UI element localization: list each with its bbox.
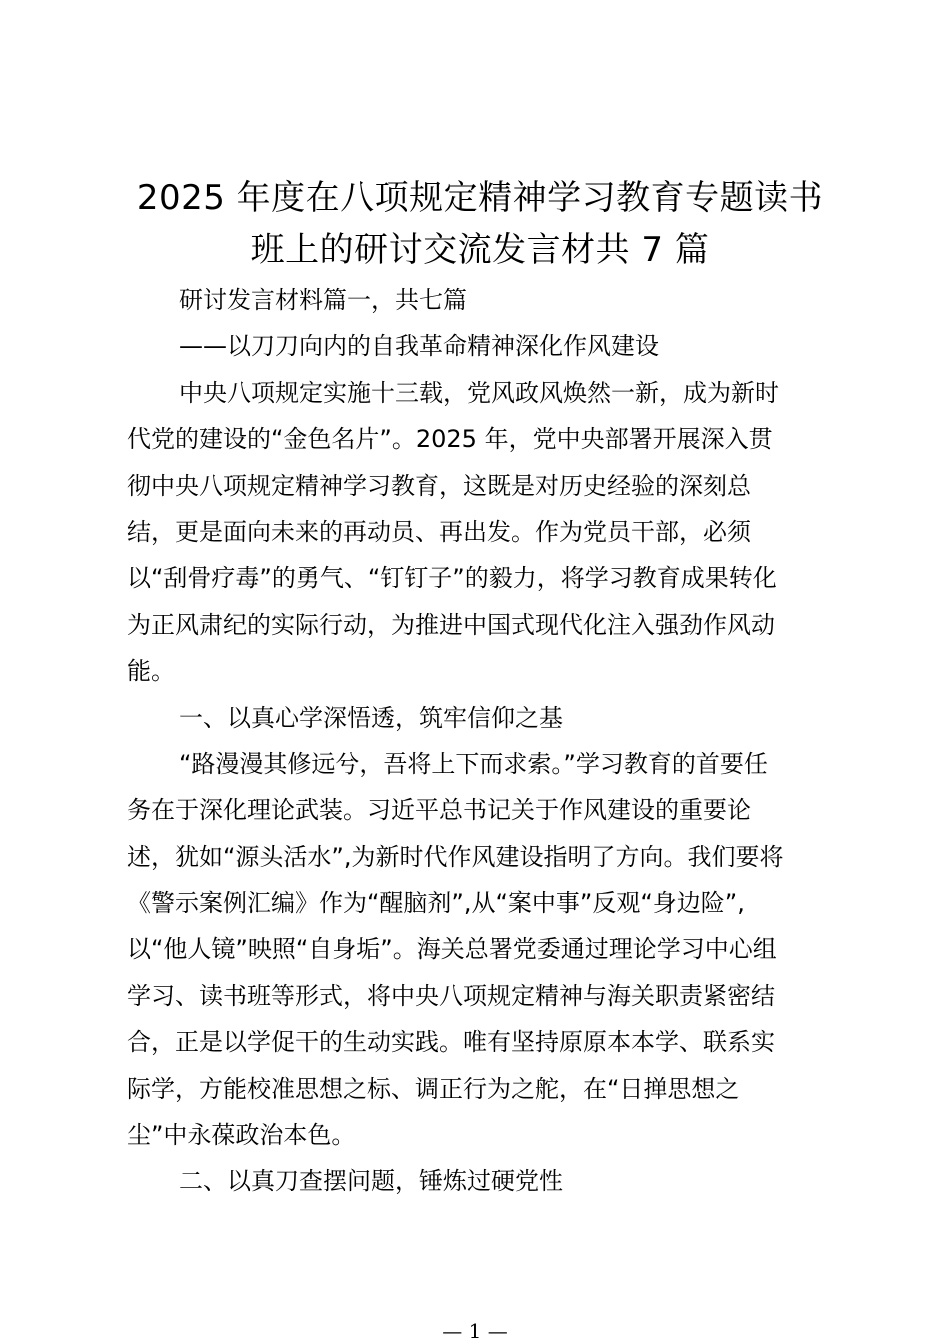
paragraph-line: 彻中央八项规定精神学习教育，这既是对历史经验的深刻总 bbox=[127, 471, 751, 500]
paragraph-line: 际学，方能校准思想之标、调正行为之舵，在“日掸思想之 bbox=[127, 1074, 740, 1103]
paragraph-line: 结，更是面向未来的再动员、再出发。作为党员干部，必须 bbox=[127, 517, 751, 546]
title-line-1: 2025 年度在八项规定精神学习教育专题读书 bbox=[136, 178, 824, 218]
section-heading-2: 二、以真刀查摆问题，锤炼过硬党性 bbox=[179, 1167, 563, 1196]
paragraph-line: 《警示案例汇编》作为“醒脑剂”,从“案中事”反观“身边险”, bbox=[127, 889, 745, 918]
paragraph-line: 务在于深化理论武装。习近平总书记关于作风建设的重要论 bbox=[127, 796, 751, 825]
paragraph-line: 尘”中永葆政治本色。 bbox=[127, 1121, 356, 1150]
page-number: — 1 — bbox=[442, 1319, 508, 1343]
subtitle-theme: ——以刀刀向内的自我革命精神深化作风建设 bbox=[179, 332, 659, 361]
section-heading-1: 一、以真心学深悟透，筑牢信仰之基 bbox=[179, 703, 563, 732]
paragraph-line: 以“他人镜”映照“自身垢”。海关总署党委通过理论学习中心组 bbox=[127, 935, 777, 964]
document-title bbox=[110, 172, 850, 276]
paragraph-line: 述，犹如“源头活水”,为新时代作风建设指明了方向。我们要将 bbox=[127, 842, 784, 871]
paragraph-line: 能。 bbox=[127, 657, 175, 686]
paragraph-line: 为正风肃纪的实际行动，为推进中国式现代化注入强劲作风动 bbox=[127, 610, 775, 639]
title-line-2: 班上的研讨交流发言材共 7 篇 bbox=[250, 230, 710, 270]
paragraph-line: 合，正是以学促干的生动实践。唯有坚持原原本本学、联系实 bbox=[127, 1028, 775, 1057]
document-body bbox=[127, 277, 832, 1205]
paragraph-line: 学习、读书班等形式，将中央八项规定精神与海关职责紧密结 bbox=[127, 981, 775, 1010]
paragraph-line: 代党的建设的“金色名片”。2025 年，党中央部署开展深入贯 bbox=[127, 425, 773, 454]
subtitle-series: 研讨发言材料篇一，共七篇 bbox=[179, 286, 467, 314]
paragraph-line: 以“刮骨疗毒”的勇气、“钉钉子”的毅力，将学习教育成果转化 bbox=[127, 564, 777, 593]
paragraph-line: 中央八项规定实施十三载，党风政风焕然一新，成为新时 bbox=[179, 378, 779, 407]
paragraph-line: “路漫漫其修远兮，吾将上下而求索。”学习教育的首要任 bbox=[179, 749, 768, 778]
